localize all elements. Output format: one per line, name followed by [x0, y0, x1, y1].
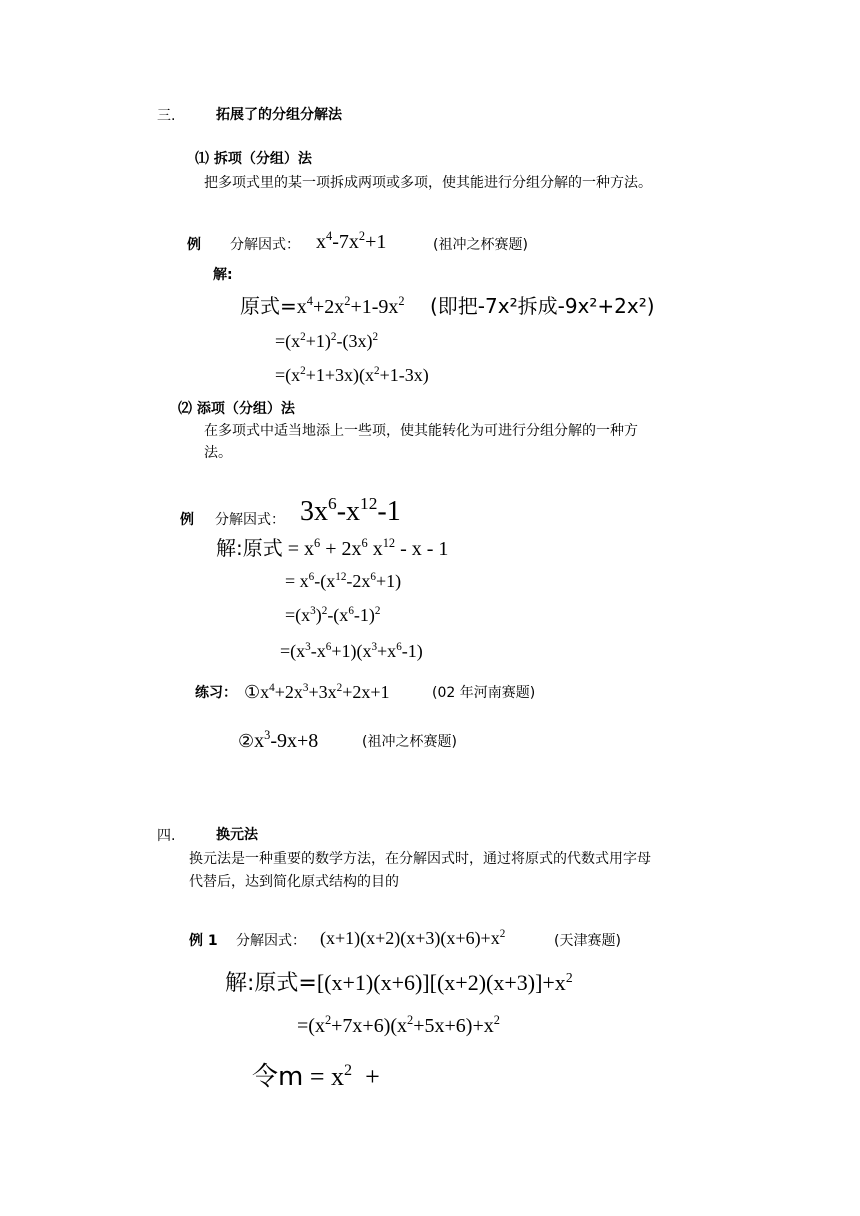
practice-label: 练习：: [195, 685, 237, 701]
problem-source: (02 年河南赛题): [432, 685, 536, 701]
example-label: 例 1: [189, 933, 218, 949]
subsection-description: 把多项式里的某一项拆成两项或多项，使其能进行分组分解的一种方法。: [204, 175, 652, 191]
equals-sign: =: [275, 331, 286, 351]
subsection-description: 在多项式中适当地添上一些项，使其能转化为可进行分组分解的一种方: [204, 423, 638, 439]
example-label: 例: [180, 512, 194, 528]
section-title: 拓展了的分组分解法: [216, 107, 342, 123]
section-description: 代替后，达到简化原式结构的目的: [189, 874, 399, 890]
section-title: 换元法: [216, 827, 258, 843]
solution-line: $=(x^2+7x+6)(x^2+5x+6)+x^2$: [297, 1013, 500, 1037]
solution-prefix: 解:原式: [216, 536, 283, 560]
section-number: 四.: [157, 828, 176, 844]
example-prompt: 分解因式：: [230, 237, 300, 253]
solution-line: $=(x^3-x^6+1)(x^3+x^6-1)$: [280, 641, 423, 661]
solution-prefix: 解:原式=: [225, 971, 317, 996]
problem-source: (祖冲之杯赛题): [433, 237, 528, 253]
solution-line: 解:原式$=[(x+1)(x+6)][(x+2)(x+3)]+x^2$: [225, 969, 573, 996]
let-prefix: 令m: [252, 1062, 304, 1092]
practice-item: $②x^3-9x+8$: [238, 728, 319, 752]
section-description: 换元法是一种重要的数学方法，在分解因式时，通过将原式的代数式用字母: [189, 851, 651, 867]
example-label: 例: [187, 237, 201, 253]
solution-line: $=(x^3)^2-(x^6-1)^2$: [285, 605, 381, 625]
section-number: 三.: [157, 108, 176, 124]
problem-source: (天津赛题): [554, 933, 621, 949]
item-marker: ②: [238, 731, 255, 752]
item-marker: ①: [244, 682, 261, 703]
solution-line: 解:原式 = $x^6 + 2x^6$ $x^{12}$ - x - 1: [216, 536, 449, 560]
solution-label: 解:: [213, 267, 233, 283]
substitution-line: 令$m = x^2$ +: [252, 1062, 380, 1092]
math-expression: $(x+1)(x+2)(x+3)(x+6)+x^2$: [320, 928, 506, 948]
problem-source: (祖冲之杯赛题): [362, 734, 457, 750]
subsection-heading: ⑴ 拆项（分组）法: [195, 151, 312, 167]
example-prompt: 分解因式：: [215, 512, 285, 528]
subsection-description: 法。: [204, 445, 232, 461]
solution-line: $=(x^2+1+3x)(x^2+1-3x)$: [275, 365, 429, 385]
subsection-heading: ⑵ 添项（分组）法: [178, 401, 295, 417]
practice-item: $①x^4+2x^3+3x^2+2x+1$: [244, 682, 390, 703]
solution-line: $=(x^2+1)^2-(3x)^2$: [275, 331, 379, 351]
math-expression: $3x^6-x^{12}-1$: [300, 494, 401, 527]
solution-lhs: 原式=: [240, 294, 297, 318]
example-prompt: 分解因式：: [236, 933, 306, 949]
solution-line: = $x^6-(x^{12}-2x^6+1)$: [285, 571, 402, 591]
math-expression: $x^4-7x^2+1$: [316, 229, 387, 253]
solution-line: 原式$=x^4+2x^2+1-9x^2$: [240, 294, 405, 318]
solution-note: (即把-7x²拆成-9x²+2x²): [430, 294, 655, 318]
